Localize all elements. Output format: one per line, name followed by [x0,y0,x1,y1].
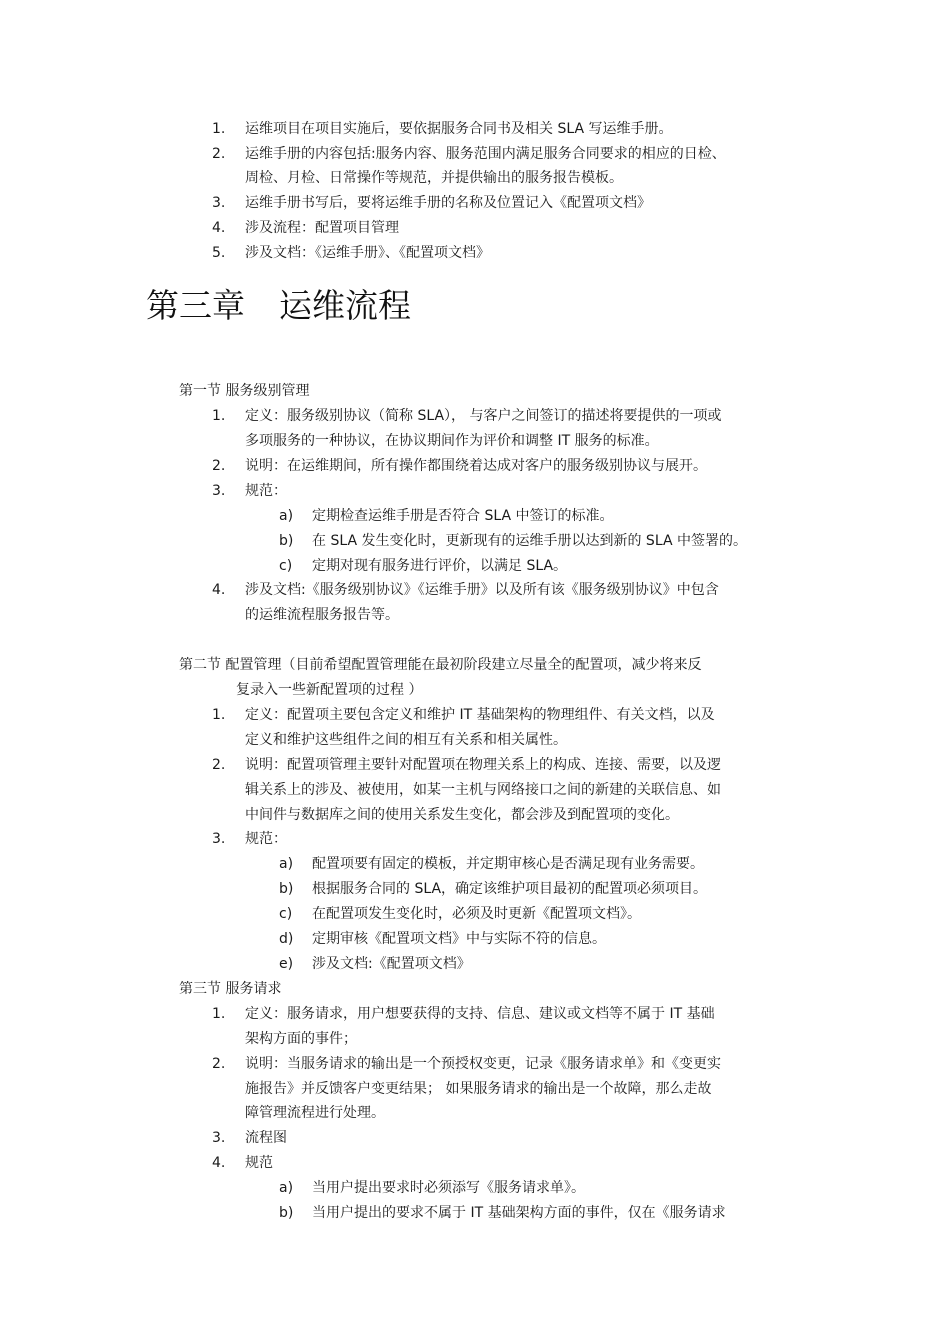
list-item-text: 规范： [245,831,287,847]
list-item-text: 辑关系上的涉及、被使用，如某一主机与网络接口之间的新建的关联信息、如 [245,782,721,798]
list-number: 4. [212,582,226,598]
list-item-text: 说明：在运维期间，所有操作都围绕着达成对客户的服务级别协议与展开。 [245,458,707,474]
sub-list-text: 定期对现有服务进行评价，以满足 SLA。 [312,558,568,574]
chapter-number: 第三章 [146,286,245,325]
list-item-text: 定义和维护这些组件之间的相互有关系和相关属性。 [245,732,567,748]
list-item-text: 定义：服务级别协议（简称 SLA）， 与客户之间签订的描述将要提供的一项或 [245,408,722,424]
list-item-text: 的运维流程服务报告等。 [245,607,399,623]
section-heading-cont: 复录入一些新配置项的过程 ） [236,682,423,698]
list-number: 3. [212,195,226,211]
sub-list-letter: b) [279,533,294,549]
list-number: 2. [212,458,226,474]
list-number: 5. [212,245,226,261]
list-item-text: 周检、月检、日常操作等规范，并提供输出的服务报告模板。 [245,170,623,186]
list-item-text: 运维项目在项目实施后，要依据服务合同书及相关 SLA 写运维手册。 [245,121,673,137]
chapter-heading [146,284,411,328]
sub-list-letter: a) [279,508,294,524]
list-number: 1. [212,408,226,424]
sub-list-text: 根据服务合同的 SLA，确定该维护项目最初的配置项必须项目。 [312,881,708,897]
list-item-text: 流程图 [245,1130,287,1146]
list-item-text: 涉及流程：配置项目管理 [245,220,399,236]
list-item-text: 障管理流程进行处理。 [245,1105,385,1121]
section-heading: 第三节 服务请求 [179,981,282,997]
list-number: 2. [212,757,226,773]
list-item-text: 定义：配置项主要包含定义和维护 IT 基础架构的物理组件、有关文档，以及 [245,707,715,723]
sub-list-text: 当用户提出要求时必须添写《服务请求单》。 [312,1180,585,1196]
list-item-text: 中间件与数据库之间的使用关系发生变化，都会涉及到配置项的变化。 [245,807,679,823]
list-item-text: 运维手册书写后，要将运维手册的名称及位置记入《配置项文档》 [245,195,651,211]
list-item-text: 说明：当服务请求的输出是一个预授权变更，记录《服务请求单》和《变更实 [245,1056,721,1072]
list-item-text: 架构方面的事件； [245,1031,357,1047]
list-item-text: 涉及文档：《运维手册》、《配置项文档》 [245,245,490,261]
list-item-text: 运维手册的内容包括:服务内容、服务范围内满足服务合同要求的相应的日检、 [245,146,726,162]
list-number: 2. [212,1056,226,1072]
list-item-text: 规范 [245,1155,273,1171]
list-number: 1. [212,707,226,723]
list-item-text: 涉及文档:《服务级别协议》《运维手册》以及所有该《服务级别协议》中包含 [245,582,719,598]
sub-list-letter: a) [279,856,294,872]
list-number: 3. [212,831,226,847]
list-number: 3. [212,483,226,499]
sub-list-text: 当用户提出的要求不属于 IT 基础架构方面的事件，仅在《服务请求 [312,1205,726,1221]
list-number: 3. [212,1130,226,1146]
list-number: 4. [212,1155,226,1171]
list-item-text: 多项服务的一种协议，在协议期间作为评价和调整 IT 服务的标准。 [245,433,659,449]
sub-list-text: 在 SLA 发生变化时，更新现有的运维手册以达到新的 SLA 中签署的。 [312,533,747,549]
sub-list-text: 配置项要有固定的模板，并定期审核心是否满足现有业务需要。 [312,856,704,872]
section-heading: 第一节 服务级别管理 [179,383,310,399]
list-item-text: 施报告》并反馈客户变更结果； 如果服务请求的输出是一个故障，那么走故 [245,1081,712,1097]
sub-list-letter: c) [279,558,293,574]
list-item-text: 定义：服务请求，用户想要获得的支持、信息、建议或文档等不属于 IT 基础 [245,1006,715,1022]
sub-list-letter: e) [279,956,294,972]
sub-list-letter: a) [279,1180,294,1196]
list-number: 2. [212,146,226,162]
list-item-text: 规范： [245,483,287,499]
list-number: 4. [212,220,226,236]
list-number: 1. [212,1006,226,1022]
list-item-text: 说明：配置项管理主要针对配置项在物理关系上的构成、连接、需要，以及逻 [245,757,721,773]
sub-list-text: 涉及文档:《配置项文档》 [312,956,471,972]
sub-list-text: 定期检查运维手册是否符合 SLA 中签订的标准。 [312,508,614,524]
sub-list-letter: b) [279,1205,294,1221]
sub-list-text: 定期审核《配置项文档》中与实际不符的信息。 [312,931,606,947]
section-heading: 第二节 配置管理（目前希望配置管理能在最初阶段建立尽量全的配置项，减少将来反 [179,657,702,673]
sub-list-letter: c) [279,906,293,922]
sub-list-letter: b) [279,881,294,897]
sub-list-text: 在配置项发生变化时，必须及时更新《配置项文档》。 [312,906,641,922]
chapter-title: 运维流程 [279,286,411,325]
list-number: 1. [212,121,226,137]
sub-list-letter: d) [279,931,294,947]
